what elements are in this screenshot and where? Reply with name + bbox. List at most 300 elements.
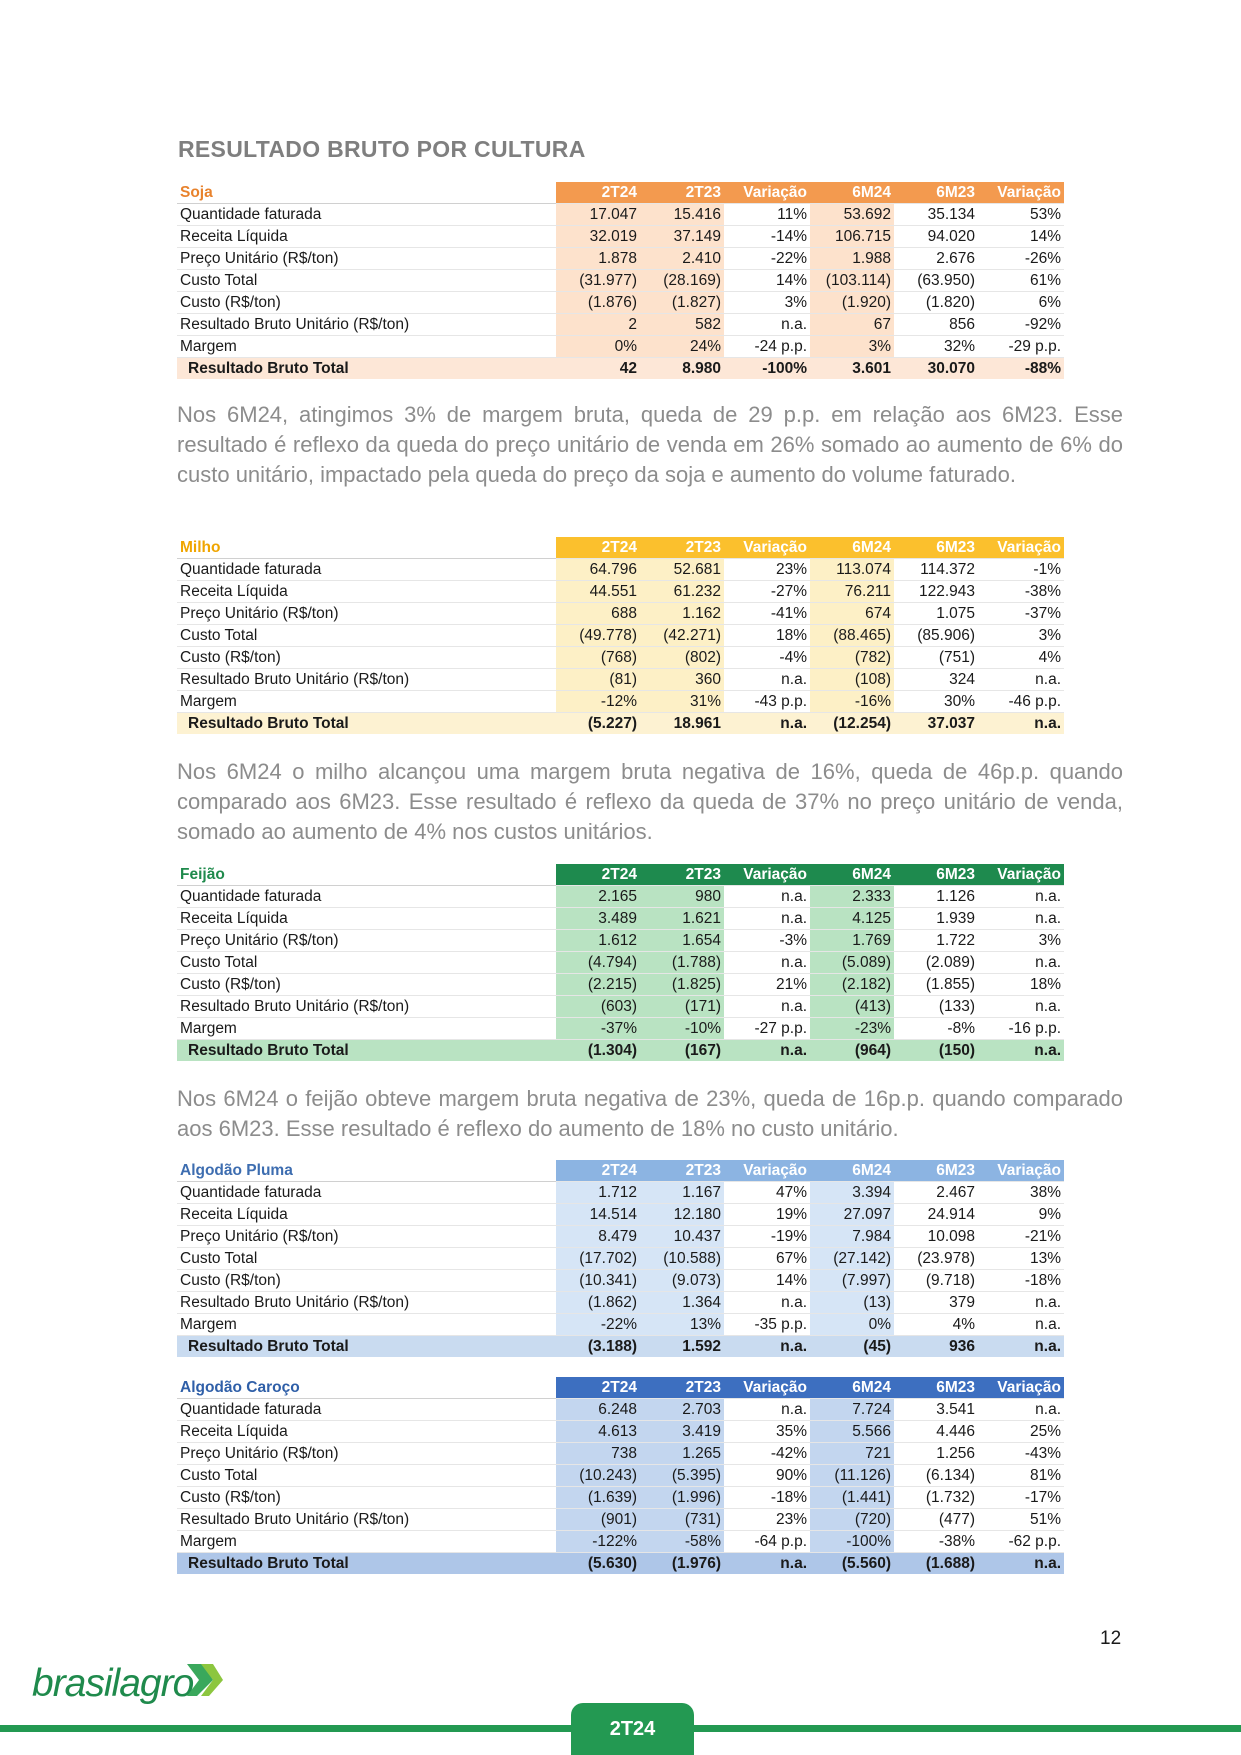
table-cell: 1.988	[810, 248, 894, 270]
table-cell: 582	[640, 314, 724, 336]
table-row	[177, 226, 1064, 248]
table-header-row	[177, 537, 1064, 559]
table-cell: (3.188)	[556, 1336, 640, 1358]
table-cell: 18%	[978, 974, 1064, 996]
table-header-row	[177, 182, 1064, 204]
table-cell: n.a.	[724, 1040, 810, 1062]
table-cell: (5.227)	[556, 713, 640, 735]
crop-name: Milho	[177, 537, 556, 559]
column-header: 2T23	[640, 1160, 724, 1182]
milho-commentary: Nos 6M24 o milho alcançou uma margem bruta negativa de 16%, queda de 46p.p. quando comparado aos 6M23. Esse resultado é reflexo da queda de 37% no preço unitário de venda, somado ao aumento de 4% nos custos unitários.	[177, 759, 1123, 844]
table-cell: 3%	[810, 336, 894, 358]
column-header: 6M23	[894, 864, 978, 886]
column-header: Variação	[724, 864, 810, 886]
table-cell: (7.997)	[810, 1270, 894, 1292]
table-cell: 90%	[724, 1465, 810, 1487]
table-row	[177, 1443, 1064, 1465]
table-cell: -18%	[978, 1270, 1064, 1292]
table-cell: -58%	[640, 1531, 724, 1553]
row-label: Margem	[177, 1018, 556, 1040]
table-cell: 21%	[724, 974, 810, 996]
row-label: Custo (R$/ton)	[177, 292, 556, 314]
row-label: Resultado Bruto Total	[177, 1040, 556, 1062]
table-cell: -38%	[978, 581, 1064, 603]
table-row	[177, 292, 1064, 314]
table-cell: 0%	[556, 336, 640, 358]
table-cell: 44.551	[556, 581, 640, 603]
table-cell: 31%	[640, 691, 724, 713]
table-cell: -17%	[978, 1487, 1064, 1509]
table-cell: 2.467	[894, 1182, 978, 1204]
table-row	[177, 1487, 1064, 1509]
table-cell: (103.114)	[810, 270, 894, 292]
table-cell: 1.612	[556, 930, 640, 952]
table-cell: -29 p.p.	[978, 336, 1064, 358]
column-header: 6M23	[894, 537, 978, 559]
table-cell: 14%	[724, 270, 810, 292]
table-cell: -16 p.p.	[978, 1018, 1064, 1040]
table-cell: 53.692	[810, 204, 894, 226]
table-cell: -88%	[978, 358, 1064, 380]
row-label: Quantidade faturada	[177, 1399, 556, 1421]
row-label: Custo (R$/ton)	[177, 974, 556, 996]
period-tab: 2T24	[571, 1703, 694, 1755]
table-cell: (31.977)	[556, 270, 640, 292]
column-header: 6M23	[894, 1160, 978, 1182]
table-cell: (45)	[810, 1336, 894, 1358]
table-cell: (13)	[810, 1292, 894, 1314]
table-cell: (1.976)	[640, 1553, 724, 1575]
table-cell: (9.718)	[894, 1270, 978, 1292]
table-cell: 2.333	[810, 886, 894, 908]
column-header: Variação	[978, 182, 1064, 204]
table-cell: -14%	[724, 226, 810, 248]
table-cell: 32%	[894, 336, 978, 358]
column-header: Variação	[724, 537, 810, 559]
table-cell: 2.410	[640, 248, 724, 270]
crop-name: Algodão Pluma	[177, 1160, 556, 1182]
row-label: Resultado Bruto Unitário (R$/ton)	[177, 669, 556, 691]
table-cell: -92%	[978, 314, 1064, 336]
table-cell: 1.592	[640, 1336, 724, 1358]
table-cell: 2.676	[894, 248, 978, 270]
table-cell: n.a.	[724, 908, 810, 930]
table-cell: 1.075	[894, 603, 978, 625]
table-cell: (23.978)	[894, 1248, 978, 1270]
table-cell: n.a.	[978, 952, 1064, 974]
row-label: Quantidade faturada	[177, 886, 556, 908]
table-cell: (108)	[810, 669, 894, 691]
table-cell: 94.020	[894, 226, 978, 248]
table-cell: 38%	[978, 1182, 1064, 1204]
table-cell: 76.211	[810, 581, 894, 603]
table-cell: -38%	[894, 1531, 978, 1553]
column-header: 2T24	[556, 182, 640, 204]
row-label: Margem	[177, 1531, 556, 1553]
table-cell: 1.769	[810, 930, 894, 952]
table-cell: -22%	[724, 248, 810, 270]
row-label: Resultado Bruto Total	[177, 1553, 556, 1575]
table-cell: n.a.	[978, 1040, 1064, 1062]
row-label: Resultado Bruto Total	[177, 1336, 556, 1358]
table-cell: 61.232	[640, 581, 724, 603]
table-cell: n.a.	[978, 1553, 1064, 1575]
table-cell: n.a.	[724, 886, 810, 908]
table-cell: -27%	[724, 581, 810, 603]
table-cell: -46 p.p.	[978, 691, 1064, 713]
table-cell: -43%	[978, 1443, 1064, 1465]
row-label: Resultado Bruto Unitário (R$/ton)	[177, 1292, 556, 1314]
table-cell: (9.073)	[640, 1270, 724, 1292]
table-cell: 3.489	[556, 908, 640, 930]
table-cell: (1.820)	[894, 292, 978, 314]
row-label: Custo (R$/ton)	[177, 1487, 556, 1509]
table-cell: n.a.	[724, 1292, 810, 1314]
table-cell: -8%	[894, 1018, 978, 1040]
table-cell: (28.169)	[640, 270, 724, 292]
table-row	[177, 669, 1064, 691]
row-label: Quantidade faturada	[177, 204, 556, 226]
table-cell: (27.142)	[810, 1248, 894, 1270]
table-cell: (81)	[556, 669, 640, 691]
table-cell: -18%	[724, 1487, 810, 1509]
table-cell: 4%	[894, 1314, 978, 1336]
table-cell: (63.950)	[894, 270, 978, 292]
table-row	[177, 314, 1064, 336]
table-cell: -1%	[978, 559, 1064, 581]
table-row	[177, 1248, 1064, 1270]
column-header: 6M24	[810, 1377, 894, 1399]
table-cell: 10.098	[894, 1226, 978, 1248]
table-cell: (1.441)	[810, 1487, 894, 1509]
table-cell: 3.419	[640, 1421, 724, 1443]
total-row	[177, 713, 1064, 735]
table-row	[177, 1182, 1064, 1204]
table-row	[177, 1531, 1064, 1553]
table-cell: 10.437	[640, 1226, 724, 1248]
table-cell: 1.654	[640, 930, 724, 952]
column-header: 2T23	[640, 1377, 724, 1399]
table-row	[177, 952, 1064, 974]
table-cell: (1.825)	[640, 974, 724, 996]
table-row	[177, 559, 1064, 581]
table-cell: (171)	[640, 996, 724, 1018]
row-label: Custo (R$/ton)	[177, 647, 556, 669]
table-cell: n.a.	[978, 1314, 1064, 1336]
column-header: 6M24	[810, 537, 894, 559]
table-cell: 35.134	[894, 204, 978, 226]
row-label: Preço Unitário (R$/ton)	[177, 1443, 556, 1465]
row-label: Receita Líquida	[177, 226, 556, 248]
table-cell: 25%	[978, 1421, 1064, 1443]
row-label: Receita Líquida	[177, 581, 556, 603]
table-cell: n.a.	[724, 713, 810, 735]
table-cell: 106.715	[810, 226, 894, 248]
table-cell: 9%	[978, 1204, 1064, 1226]
soja-table	[177, 182, 1064, 379]
table-cell: 1.364	[640, 1292, 724, 1314]
table-cell: 379	[894, 1292, 978, 1314]
row-label: Preço Unitário (R$/ton)	[177, 248, 556, 270]
table-cell: 113.074	[810, 559, 894, 581]
table-cell: 1.126	[894, 886, 978, 908]
column-header: Variação	[724, 1160, 810, 1182]
table-cell: -37%	[978, 603, 1064, 625]
total-row	[177, 1553, 1064, 1575]
table-cell: 5.566	[810, 1421, 894, 1443]
table-cell: (1.688)	[894, 1553, 978, 1575]
table-cell: n.a.	[724, 996, 810, 1018]
column-header: Variação	[978, 537, 1064, 559]
table-cell: (2.089)	[894, 952, 978, 974]
table-cell: (603)	[556, 996, 640, 1018]
row-label: Receita Líquida	[177, 908, 556, 930]
table-cell: n.a.	[724, 952, 810, 974]
table-cell: 42	[556, 358, 640, 380]
table-cell: 980	[640, 886, 724, 908]
table-cell: 12.180	[640, 1204, 724, 1226]
table-cell: (1.876)	[556, 292, 640, 314]
table-cell: (5.395)	[640, 1465, 724, 1487]
table-cell: -3%	[724, 930, 810, 952]
table-row	[177, 691, 1064, 713]
table-cell: -26%	[978, 248, 1064, 270]
table-cell: 3%	[724, 292, 810, 314]
table-cell: (4.794)	[556, 952, 640, 974]
table-cell: (1.996)	[640, 1487, 724, 1509]
table-cell: (6.134)	[894, 1465, 978, 1487]
table-cell: 721	[810, 1443, 894, 1465]
table-cell: -21%	[978, 1226, 1064, 1248]
column-header: 2T23	[640, 864, 724, 886]
table-cell: 1.256	[894, 1443, 978, 1465]
table-cell: (12.254)	[810, 713, 894, 735]
table-cell: 61%	[978, 270, 1064, 292]
table-cell: n.a.	[978, 996, 1064, 1018]
table-cell: -23%	[810, 1018, 894, 1040]
table-cell: 1.878	[556, 248, 640, 270]
feijao-commentary: Nos 6M24 o feijão obteve margem bruta negativa de 23%, queda de 16p.p. quando comparado aos 6M23. Esse resultado é reflexo do aumento de 18% no custo unitário.	[177, 1086, 1123, 1141]
table-cell: 18.961	[640, 713, 724, 735]
table-cell: -122%	[556, 1531, 640, 1553]
table-cell: 936	[894, 1336, 978, 1358]
table-cell: 64.796	[556, 559, 640, 581]
algodao-pluma-table	[177, 1160, 1064, 1357]
column-header: Variação	[978, 1377, 1064, 1399]
table-cell: -100%	[810, 1531, 894, 1553]
table-header-row	[177, 1377, 1064, 1399]
table-cell: 360	[640, 669, 724, 691]
table-row	[177, 930, 1064, 952]
table-cell: (901)	[556, 1509, 640, 1531]
brasilagro-logo: brasilagro	[32, 1662, 194, 1705]
table-cell: (2.182)	[810, 974, 894, 996]
row-label: Quantidade faturada	[177, 559, 556, 581]
row-label: Resultado Bruto Total	[177, 358, 556, 380]
table-cell: (720)	[810, 1509, 894, 1531]
table-cell: 17.047	[556, 204, 640, 226]
table-cell: (1.862)	[556, 1292, 640, 1314]
table-row	[177, 1399, 1064, 1421]
table-cell: (5.630)	[556, 1553, 640, 1575]
total-row	[177, 1336, 1064, 1358]
table-cell: 324	[894, 669, 978, 691]
table-cell: (133)	[894, 996, 978, 1018]
table-row	[177, 908, 1064, 930]
table-cell: 4.446	[894, 1421, 978, 1443]
table-cell: 14%	[724, 1270, 810, 1292]
table-cell: 4.125	[810, 908, 894, 930]
row-label: Custo Total	[177, 1248, 556, 1270]
table-row	[177, 974, 1064, 996]
table-cell: 856	[894, 314, 978, 336]
table-row	[177, 1204, 1064, 1226]
row-label: Margem	[177, 336, 556, 358]
table-cell: -43 p.p.	[724, 691, 810, 713]
total-row	[177, 358, 1064, 380]
column-header: 2T24	[556, 864, 640, 886]
table-row	[177, 603, 1064, 625]
row-label: Quantidade faturada	[177, 1182, 556, 1204]
column-header: 2T24	[556, 1160, 640, 1182]
table-row	[177, 1270, 1064, 1292]
logo-chevrons-icon	[183, 1660, 227, 1700]
table-row	[177, 1226, 1064, 1248]
table-cell: 18%	[724, 625, 810, 647]
row-label: Resultado Bruto Unitário (R$/ton)	[177, 996, 556, 1018]
row-label: Preço Unitário (R$/ton)	[177, 930, 556, 952]
table-cell: 1.939	[894, 908, 978, 930]
table-cell: -16%	[810, 691, 894, 713]
table-cell: (10.588)	[640, 1248, 724, 1270]
table-row	[177, 1314, 1064, 1336]
table-cell: 3%	[978, 930, 1064, 952]
table-cell: (1.920)	[810, 292, 894, 314]
table-cell: (413)	[810, 996, 894, 1018]
table-cell: (10.243)	[556, 1465, 640, 1487]
column-header: 2T23	[640, 182, 724, 204]
table-cell: (1.788)	[640, 952, 724, 974]
table-cell: 52.681	[640, 559, 724, 581]
table-cell: 114.372	[894, 559, 978, 581]
table-row	[177, 1292, 1064, 1314]
feijao-table	[177, 864, 1064, 1061]
table-header-row	[177, 1160, 1064, 1182]
table-cell: (17.702)	[556, 1248, 640, 1270]
table-cell: n.a.	[978, 713, 1064, 735]
table-cell: 24%	[640, 336, 724, 358]
table-cell: 24.914	[894, 1204, 978, 1226]
table-cell: (802)	[640, 647, 724, 669]
table-row	[177, 1018, 1064, 1040]
table-cell: -19%	[724, 1226, 810, 1248]
table-cell: 1.167	[640, 1182, 724, 1204]
column-header: Variação	[978, 864, 1064, 886]
table-cell: (10.341)	[556, 1270, 640, 1292]
table-cell: n.a.	[724, 1399, 810, 1421]
table-cell: 3%	[978, 625, 1064, 647]
table-cell: (167)	[640, 1040, 724, 1062]
table-cell: 37.149	[640, 226, 724, 248]
column-header: Variação	[724, 1377, 810, 1399]
row-label: Resultado Bruto Unitário (R$/ton)	[177, 1509, 556, 1531]
crop-name: Soja	[177, 182, 556, 204]
table-cell: -37%	[556, 1018, 640, 1040]
crop-name: Algodão Caroço	[177, 1377, 556, 1399]
table-row	[177, 1465, 1064, 1487]
table-cell: 3.541	[894, 1399, 978, 1421]
milho-table	[177, 537, 1064, 734]
table-cell: 11%	[724, 204, 810, 226]
table-cell: (42.271)	[640, 625, 724, 647]
table-cell: 14.514	[556, 1204, 640, 1226]
table-cell: (731)	[640, 1509, 724, 1531]
table-cell: (477)	[894, 1509, 978, 1531]
table-row	[177, 581, 1064, 603]
table-row	[177, 886, 1064, 908]
table-cell: (782)	[810, 647, 894, 669]
table-cell: -35 p.p.	[724, 1314, 810, 1336]
row-label: Preço Unitário (R$/ton)	[177, 1226, 556, 1248]
column-header: 2T24	[556, 537, 640, 559]
row-label: Custo Total	[177, 270, 556, 292]
table-cell: 122.943	[894, 581, 978, 603]
row-label: Margem	[177, 1314, 556, 1336]
table-cell: 3.394	[810, 1182, 894, 1204]
total-row	[177, 1040, 1064, 1062]
table-cell: 688	[556, 603, 640, 625]
table-cell: 51%	[978, 1509, 1064, 1531]
table-cell: (1.304)	[556, 1040, 640, 1062]
table-row	[177, 248, 1064, 270]
table-cell: n.a.	[724, 314, 810, 336]
table-cell: 27.097	[810, 1204, 894, 1226]
crop-name: Feijão	[177, 864, 556, 886]
table-row	[177, 204, 1064, 226]
table-cell: -41%	[724, 603, 810, 625]
column-header: 2T23	[640, 537, 724, 559]
table-cell: (150)	[894, 1040, 978, 1062]
table-cell: 1.162	[640, 603, 724, 625]
table-cell: (5.089)	[810, 952, 894, 974]
table-cell: 4.613	[556, 1421, 640, 1443]
table-cell: -24 p.p.	[724, 336, 810, 358]
table-cell: (11.126)	[810, 1465, 894, 1487]
table-cell: (964)	[810, 1040, 894, 1062]
row-label: Margem	[177, 691, 556, 713]
table-cell: -4%	[724, 647, 810, 669]
table-cell: 2.165	[556, 886, 640, 908]
table-cell: -22%	[556, 1314, 640, 1336]
column-header: 6M24	[810, 864, 894, 886]
table-cell: 1.712	[556, 1182, 640, 1204]
table-row	[177, 270, 1064, 292]
row-label: Resultado Bruto Unitário (R$/ton)	[177, 314, 556, 336]
table-cell: 0%	[810, 1314, 894, 1336]
column-header: Variação	[724, 182, 810, 204]
table-cell: 30.070	[894, 358, 978, 380]
algodao-caroco-table	[177, 1377, 1064, 1574]
table-row	[177, 336, 1064, 358]
column-header: 2T24	[556, 1377, 640, 1399]
table-cell: -12%	[556, 691, 640, 713]
table-cell: (2.215)	[556, 974, 640, 996]
table-cell: n.a.	[724, 669, 810, 691]
table-cell: 7.984	[810, 1226, 894, 1248]
table-cell: 19%	[724, 1204, 810, 1226]
table-cell: -100%	[724, 358, 810, 380]
table-cell: 67	[810, 314, 894, 336]
